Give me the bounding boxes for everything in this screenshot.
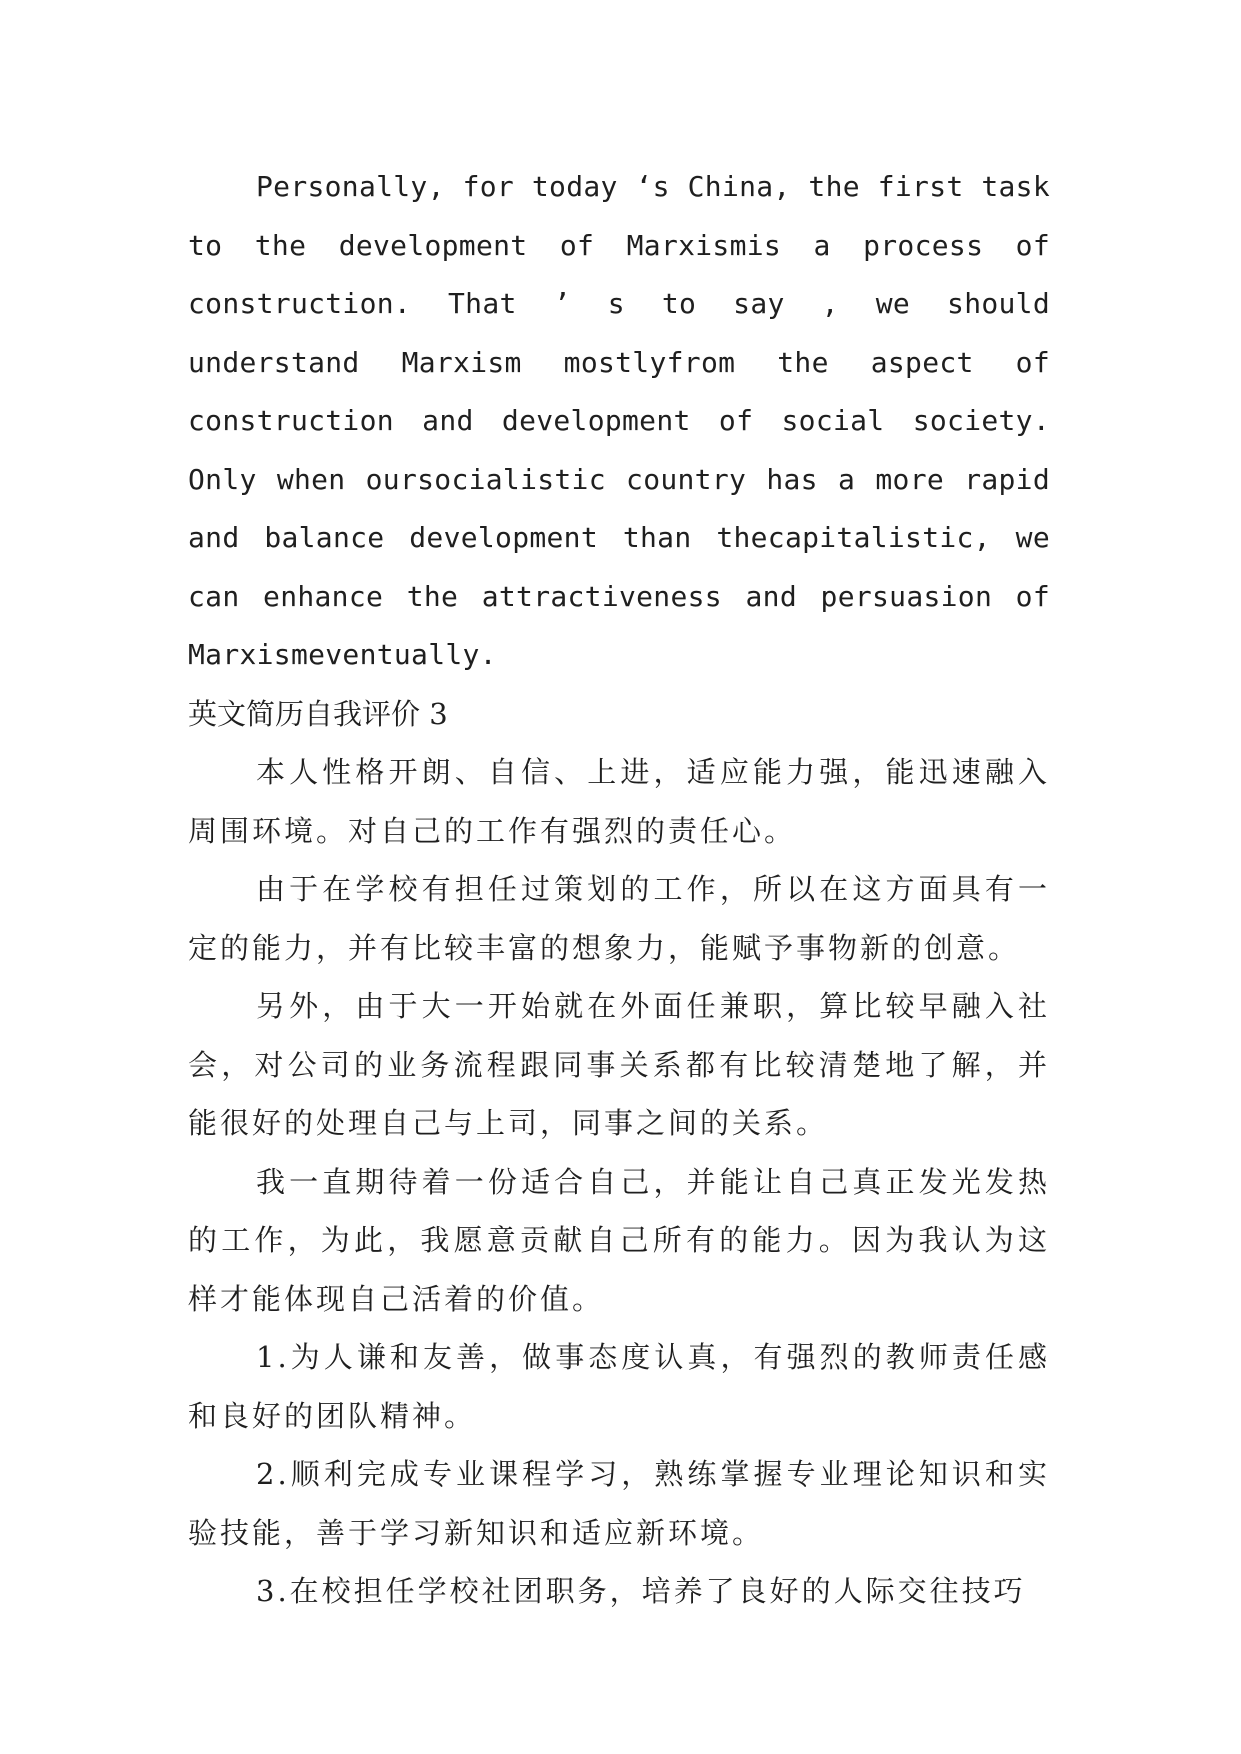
list-item-3: 3.在校担任学校社团职务，培养了良好的人际交往技巧	[256, 1574, 1026, 1608]
english-paragraph: Personally, for today ‘s China, the first task to the development of Marxismis a process of construction. That ’ s to say , we should understand Marxism mostlyfrom the aspect of construction and development of social society. Only when oursocialistic country has a more rapid and balance development than thecapitalistic, we can enhance the attractiveness and persuasion of Marxismeventually.	[188, 170, 1050, 671]
document-body	[188, 158, 1050, 1621]
list-item-2: 2.顺利完成专业课程学习，熟练掌握专业理论知识和实验技能，善于学习新知识和适应新环境。	[188, 1457, 1050, 1550]
list-item-1: 1.为人谦和友善，做事态度认真，有强烈的教师责任感和良好的团队精神。	[188, 1340, 1050, 1433]
paragraph-personality: 本人性格开朗、自信、上进，适应能力强，能迅速融入周围环境。对自己的工作有强烈的责任心。	[188, 755, 1050, 848]
section-heading: 英文简历自我评价 3	[188, 696, 448, 731]
paragraph-expectation: 我一直期待着一份适合自己，并能让自己真正发光发热的工作，为此，我愿意贡献自己所有的能力。因为我认为这样才能体现自己活着的价值。	[188, 1164, 1050, 1316]
paragraph-part-time: 另外，由于大一开始就在外面任兼职，算比较早融入社会，对公司的业务流程跟同事关系都有比较清楚地了解，并能很好的处理自己与上司，同事之间的关系。	[188, 989, 1050, 1140]
paragraph-planning: 由于在学校有担任过策划的工作，所以在这方面具有一定的能力，并有比较丰富的想象力，能赋予事物新的创意。	[188, 872, 1050, 965]
